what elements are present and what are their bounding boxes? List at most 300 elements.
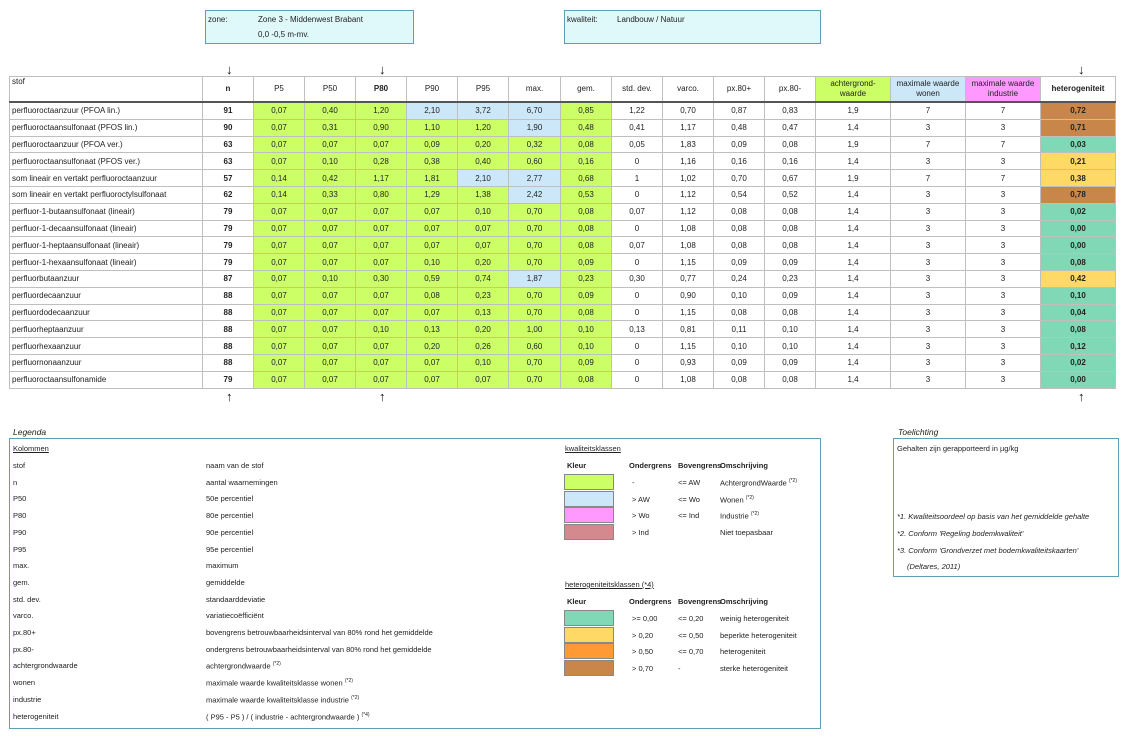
legend-desc-text: 80e percentiel [206,511,254,521]
table-cell: 0,10 [1041,287,1116,304]
legend-desc-text: ( P95 - P5 ) / ( industrie - achtergrondwaarde ) [206,712,360,721]
table-cell: 0,80 [356,186,407,203]
cell-stof: perfluor-1-butaansulfonaat (lineair) [10,203,203,220]
cell-stof: perfluorbutaanzuur [10,270,203,287]
legend-desc [206,628,433,637]
table-cell: 1,9 [816,102,891,119]
legend-desc [206,595,265,604]
cell-stof: perfluoroctaansulfonaat (PFOS ver.) [10,153,203,170]
legend-desc [206,461,264,470]
table-cell: 7 [891,136,966,153]
table-cell: 1,15 [663,304,714,321]
legend-desc [206,712,370,722]
table-cell: 0,07 [305,287,356,304]
table-cell: 0,71 [1041,119,1116,136]
table-cell: 0,74 [458,270,509,287]
table-cell: 0,09 [714,136,765,153]
heterogeniteitsklasse-bovengrens: <= 0,70 [678,647,704,656]
table-cell: 0,40 [458,153,509,170]
zone-value: Zone 3 - Middenwest Brabant [258,15,363,24]
table-row [10,254,1116,271]
table-cell: 3 [891,153,966,170]
table-cell: 0,02 [1041,203,1116,220]
column-header: px.80- [765,77,816,103]
table-row [10,237,1116,254]
legend-key: P90 [13,527,27,537]
table-cell: 79 [203,371,254,388]
table-cell: 3 [966,304,1041,321]
table-cell: 1,4 [816,304,891,321]
table-cell: 1,00 [509,321,561,338]
table-cell: 0,41 [612,119,663,136]
table-cell: 0,08 [561,237,612,254]
kwaliteitsklasse-omschrijving [720,495,754,505]
heterogeniteitsklasse-ondergrens: > 0,70 [632,663,654,673]
table-cell: 0,26 [458,338,509,355]
legend-key: wonen [13,678,36,688]
table-cell: 0,07 [254,354,305,371]
table-cell: 1,20 [458,119,509,136]
cell-stof: som lineair en vertakt perfluoroctylsulfonaat [10,186,203,203]
table-cell: 1,16 [663,153,714,170]
column-header: maximale waarde wonen [891,77,966,103]
table-cell: 0,52 [765,186,816,203]
legend-desc [206,545,253,554]
table-cell: 0,32 [509,136,561,153]
table-cell: 0,07 [305,254,356,271]
legend-key: industrie [13,694,42,704]
table-cell: 0,09 [561,254,612,271]
legend-desc-sup: (*2) [351,694,360,701]
legend-desc-text: 95e percentiel [206,544,254,554]
kwaliteitsklasse-sup: (*2) [745,494,754,501]
kwaliteitsklasse-omschrijving-text: Niet toepasbaar [720,527,773,537]
table-cell: 0,12 [1041,338,1116,355]
legend-desc-sup: (*2) [272,661,281,668]
heterogeniteitsklasse-omschrijving [720,647,765,656]
table-cell: 0,09 [561,287,612,304]
table-cell: 1,4 [816,270,891,287]
table-cell: 0,90 [663,287,714,304]
table-cell: 0,09 [765,354,816,371]
heterogeniteitsklasse-omschrijving [720,614,789,623]
table-cell: 2,77 [509,170,561,187]
table-row [10,119,1116,136]
table-cell: 90 [203,119,254,136]
cell-stof: perfluoroctaansulfonamide [10,371,203,388]
table-cell: 0,10 [458,203,509,220]
table-cell: 3 [966,237,1041,254]
table-cell: 0,14 [254,186,305,203]
kwaliteitsklasse-bovengrens: <= AW [678,478,701,487]
table-cell: 0,07 [356,287,407,304]
table-cell: 0,23 [765,270,816,287]
kwaliteitsklasse-ondergrens: > AW [632,494,650,504]
table-cell: 0,30 [612,270,663,287]
kwaliteitsklasse-sup: (*2) [788,478,797,484]
legend-title: Legenda [13,427,47,437]
table-cell: 0,13 [407,321,458,338]
kwaliteitsklasse-swatch [564,507,614,523]
kwaliteitsklasse-header: Bovengrens [678,461,722,470]
legend-desc-text: achtergrondwaarde [206,661,271,671]
legend-key: std. dev. [13,594,41,604]
table-cell: 79 [203,254,254,271]
table-cell: 3 [891,338,966,355]
table-row [10,220,1116,237]
table-cell: 1,12 [663,203,714,220]
table-cell: 0,24 [714,270,765,287]
table-cell: 0,10 [561,338,612,355]
heterogeniteitsklasse-swatch [564,643,614,659]
table-cell: 0,08 [765,220,816,237]
table-cell: 3 [966,153,1041,170]
table-cell: 3 [966,354,1041,371]
table-cell: 0,14 [254,170,305,187]
cell-stof: perfluorhexaanzuur [10,338,203,355]
table-cell: 0,11 [714,321,765,338]
table-cell: 0,10 [407,254,458,271]
quality-box [564,10,821,44]
legend-desc-text: ondergrens betrouwbaarheidsinterval van 80% rond het gemiddelde [206,644,432,654]
table-cell: 0,09 [714,254,765,271]
table-cell: 3,72 [458,102,509,119]
table-cell: 0,59 [407,270,458,287]
table-cell: 3 [891,119,966,136]
legend-desc-text: aantal waarnemingen [206,477,278,487]
table-cell: 1,02 [663,170,714,187]
table-cell: 1,4 [816,321,891,338]
table-cell: 0,20 [407,338,458,355]
table-cell: 0,07 [254,220,305,237]
table-cell: 1,81 [407,170,458,187]
toelichting-note-3b: (Deltares, 2011) [907,562,961,571]
table-cell: 0,08 [1041,254,1116,271]
table-cell: 0,54 [714,186,765,203]
kwaliteitsklasse-omschrijving-text: Wonen [720,495,744,504]
table-cell: 0,08 [765,371,816,388]
table-cell: 3 [966,254,1041,271]
legend-key: P80 [13,511,27,521]
table-cell: 0,33 [305,186,356,203]
table-cell: 1,20 [356,102,407,119]
table-cell: 0,78 [1041,186,1116,203]
table-cell: 62 [203,186,254,203]
table-cell: 1,15 [663,254,714,271]
table-row [10,287,1116,304]
table-cell: 0,42 [305,170,356,187]
table-cell: 0,23 [458,287,509,304]
table-cell: 3 [966,186,1041,203]
table-cell: 0,67 [765,170,816,187]
table-cell: 1,4 [816,220,891,237]
table-cell: 0,38 [407,153,458,170]
legend-key: achtergrondwaarde [13,661,78,671]
table-cell: 0,20 [458,321,509,338]
table-row [10,354,1116,371]
table-cell: 0,23 [561,270,612,287]
heterogeniteitsklasse-omschrijving-text: weinig heterogeniteit [720,614,789,623]
table-cell: 0,07 [305,354,356,371]
table-cell: 1,17 [356,170,407,187]
table-cell: 0,09 [407,136,458,153]
table-cell: 0,10 [305,270,356,287]
table-cell: 0,08 [714,304,765,321]
table-cell: 3 [891,304,966,321]
table-cell: 0,70 [509,203,561,220]
table-cell: 0,70 [663,102,714,119]
table-cell: 0,07 [407,304,458,321]
legend-key: P95 [13,544,27,554]
table-cell: 2,10 [407,102,458,119]
table-cell: 0,47 [765,119,816,136]
table-cell: 3 [891,354,966,371]
table-cell: 1,29 [407,186,458,203]
table-row [10,270,1116,287]
table-cell: 1,4 [816,287,891,304]
table-cell: 0,08 [765,136,816,153]
table-cell: 0,77 [663,270,714,287]
table-cell: 0,85 [561,102,612,119]
table-cell: 0,08 [561,220,612,237]
cell-stof: som lineair en vertakt perfluoroctaanzuur [10,170,203,187]
table-cell: 0,07 [356,136,407,153]
table-cell: 0,07 [356,304,407,321]
legend-desc [206,528,253,537]
table-cell: 0,07 [305,321,356,338]
legend-desc-text: 90e percentiel [206,527,254,537]
table-cell: 0,09 [765,254,816,271]
kwaliteitsklasse-swatch [564,474,614,490]
table-cell: 1,9 [816,136,891,153]
table-cell: 1,4 [816,203,891,220]
table-cell: 0,07 [407,203,458,220]
table-cell: 0,10 [305,153,356,170]
table-cell: 0,07 [254,270,305,287]
column-header: gem. [561,77,612,103]
legend-desc [206,678,353,688]
heterogeniteitsklasse-ondergrens: >= 0,00 [632,614,658,623]
table-row [10,321,1116,338]
legend-desc-text: standaarddeviatie [206,594,266,604]
table-cell: 0,07 [305,338,356,355]
legend-desc [206,478,278,487]
table-cell: 0,09 [765,287,816,304]
table-row [10,102,1116,119]
table-cell: 0,07 [254,119,305,136]
toelichting-note-3: *3. Conform 'Grondverzet met bodemkwaliteitskaarten' [897,546,1079,555]
table-cell: 0,05 [612,136,663,153]
legend-desc [206,695,359,705]
cell-stof: perfluoroctaanzuur (PFOA ver.) [10,136,203,153]
kwaliteitsklasse-header: Kleur [567,461,587,470]
legend-desc [206,645,432,654]
table-cell: 0,60 [509,153,561,170]
table-cell: 0,07 [458,220,509,237]
table-cell: 3 [891,237,966,254]
table-cell: 0,07 [305,237,356,254]
table-cell: 1,4 [816,354,891,371]
table-cell: 0 [612,153,663,170]
table-cell: 0,07 [407,237,458,254]
table-cell: 0,10 [765,338,816,355]
table-row [10,203,1116,220]
table-cell: 88 [203,287,254,304]
table-cell: 1,4 [816,119,891,136]
table-row [10,338,1116,355]
table-cell: 0,07 [254,153,305,170]
table-cell: 0,08 [765,203,816,220]
table-cell: 0,08 [561,371,612,388]
table-cell: 3 [966,203,1041,220]
cell-stof: perfluordecaanzuur [10,287,203,304]
table-cell: 0,83 [765,102,816,119]
cell-stof: perfluornonaanzuur [10,354,203,371]
table-cell: 88 [203,338,254,355]
kwaliteitsklasse-swatch [564,524,614,540]
column-header: heterogeniteit [1041,77,1116,103]
toelichting-box [893,438,1119,577]
cell-stof: perfluoroctaansulfonaat (PFOS lin.) [10,119,203,136]
table-cell: 0,16 [765,153,816,170]
arrow-down-het-icon: ↓ [1078,62,1085,77]
heterogeniteitsklasse-bovengrens: <= 0,20 [678,614,704,623]
legend-desc-text: variatiecoëfficiënt [206,611,264,621]
kwaliteitsklasse-header: Ondergrens [629,461,672,470]
table-cell: 0,70 [509,304,561,321]
table-cell: 79 [203,203,254,220]
table-cell: 0,13 [458,304,509,321]
table-cell: 0,20 [458,254,509,271]
heterogeniteitsklasse-header: Ondergrens [629,597,672,606]
table-cell: 0,07 [612,237,663,254]
legend-key: P50 [13,494,27,504]
table-cell: 79 [203,220,254,237]
table-cell: 1,08 [663,220,714,237]
legend-key: stof [13,461,26,470]
table-cell: 3 [891,186,966,203]
table-cell: 1 [612,170,663,187]
table-cell: 0,00 [1041,237,1116,254]
table-cell: 0,09 [561,354,612,371]
table-cell: 2,42 [509,186,561,203]
table-cell: 0 [612,304,663,321]
table-cell: 0,07 [305,203,356,220]
table-cell: 3 [966,321,1041,338]
table-cell: 0,07 [356,338,407,355]
cell-stof: perfluoroctaanzuur (PFOA lin.) [10,102,203,119]
table-cell: 1,4 [816,237,891,254]
cell-stof: perfluor-1-hexaansulfonaat (lineair) [10,254,203,271]
arrow-down-p80-icon: ↓ [379,62,386,77]
table-cell: 3 [966,119,1041,136]
column-header: max. [509,77,561,103]
table-cell: 1,4 [816,254,891,271]
table-cell: 1,87 [509,270,561,287]
table-cell: 0,10 [356,321,407,338]
table-cell: 0,07 [305,304,356,321]
toelichting-unit: Gehalten zijn gerapporteerd in µg/kg [897,444,1019,453]
table-cell: 88 [203,321,254,338]
table-cell: 87 [203,270,254,287]
table-cell: 79 [203,237,254,254]
table-cell: 0,07 [305,371,356,388]
heterogeniteitsklasse-omschrijving-text: sterke heterogeniteit [720,663,788,673]
table-cell: 0,08 [714,220,765,237]
column-header: achtergrond-waarde [816,77,891,103]
table-cell: 0,07 [254,321,305,338]
cell-stof: perfluor-1-decaansulfonaat (lineair) [10,220,203,237]
column-header: P80 [356,77,407,103]
table-cell: 0,31 [305,119,356,136]
table-cell: 1,22 [612,102,663,119]
zone-label: zone: [208,15,228,24]
table-cell: 1,38 [458,186,509,203]
column-header: stof [10,77,203,103]
legend-key: heterogeniteit [13,711,59,721]
heterogeniteitsklasse-ondergrens: > 0,20 [632,630,654,640]
table-cell: 63 [203,136,254,153]
heterogeniteitsklassen-title: heterogeniteitsklassen (*4) [565,580,654,589]
table-cell: 3 [891,270,966,287]
table-cell: 3 [891,287,966,304]
table-cell: 0,07 [254,304,305,321]
table-cell: 7 [966,102,1041,119]
legend-desc-text: naam van de stof [206,461,264,470]
cell-stof: perfluor-1-heptaansulfonaat (lineair) [10,237,203,254]
table-cell: 0,07 [458,371,509,388]
table-cell: 0 [612,338,663,355]
table-cell: 0,08 [714,203,765,220]
table-cell: 0,07 [356,254,407,271]
table-cell: 1,90 [509,119,561,136]
table-cell: 3 [891,254,966,271]
table-cell: 0,07 [407,354,458,371]
legend-desc [206,611,264,620]
table-cell: 3 [966,270,1041,287]
legend-key: n [13,477,18,487]
table-cell: 0,08 [765,304,816,321]
kwaliteitsklasse-bovengrens: <= Wo [678,494,700,504]
table-cell: 3 [891,220,966,237]
table-cell: 1,12 [663,186,714,203]
column-header: P5 [254,77,305,103]
table-cell: 0 [612,354,663,371]
legend-desc-text: 50e percentiel [206,494,254,504]
kwaliteitsklasse-omschrijving [720,511,759,521]
table-cell: 63 [203,153,254,170]
heterogeniteitsklasse-header: Bovengrens [678,597,722,606]
heterogeniteitsklasse-ondergrens: > 0,50 [632,647,654,656]
table-cell: 0,48 [561,119,612,136]
table-cell: 0,10 [714,338,765,355]
heterogeniteitsklasse-header: Omschrijving [720,597,768,606]
table-cell: 2,10 [458,170,509,187]
legend-key: px.80+ [13,628,36,637]
table-cell: 0,93 [663,354,714,371]
heterogeniteitsklasse-bovengrens: <= 0,50 [678,630,704,640]
legend-desc [206,661,281,671]
kwaliteitsklasse-swatch [564,491,614,507]
toelichting-note-2: *2. Conform 'Regeling bodemkwaliteit' [897,529,1024,538]
table-cell: 1,15 [663,338,714,355]
table-cell: 0,07 [305,136,356,153]
table-cell: 0,08 [714,371,765,388]
heterogeniteitsklasse-swatch [564,660,614,676]
legend-key: max. [13,561,30,571]
kwaliteitsklasse-omschrijving-text: Industrie [720,511,749,521]
table-cell: 0,70 [509,220,561,237]
